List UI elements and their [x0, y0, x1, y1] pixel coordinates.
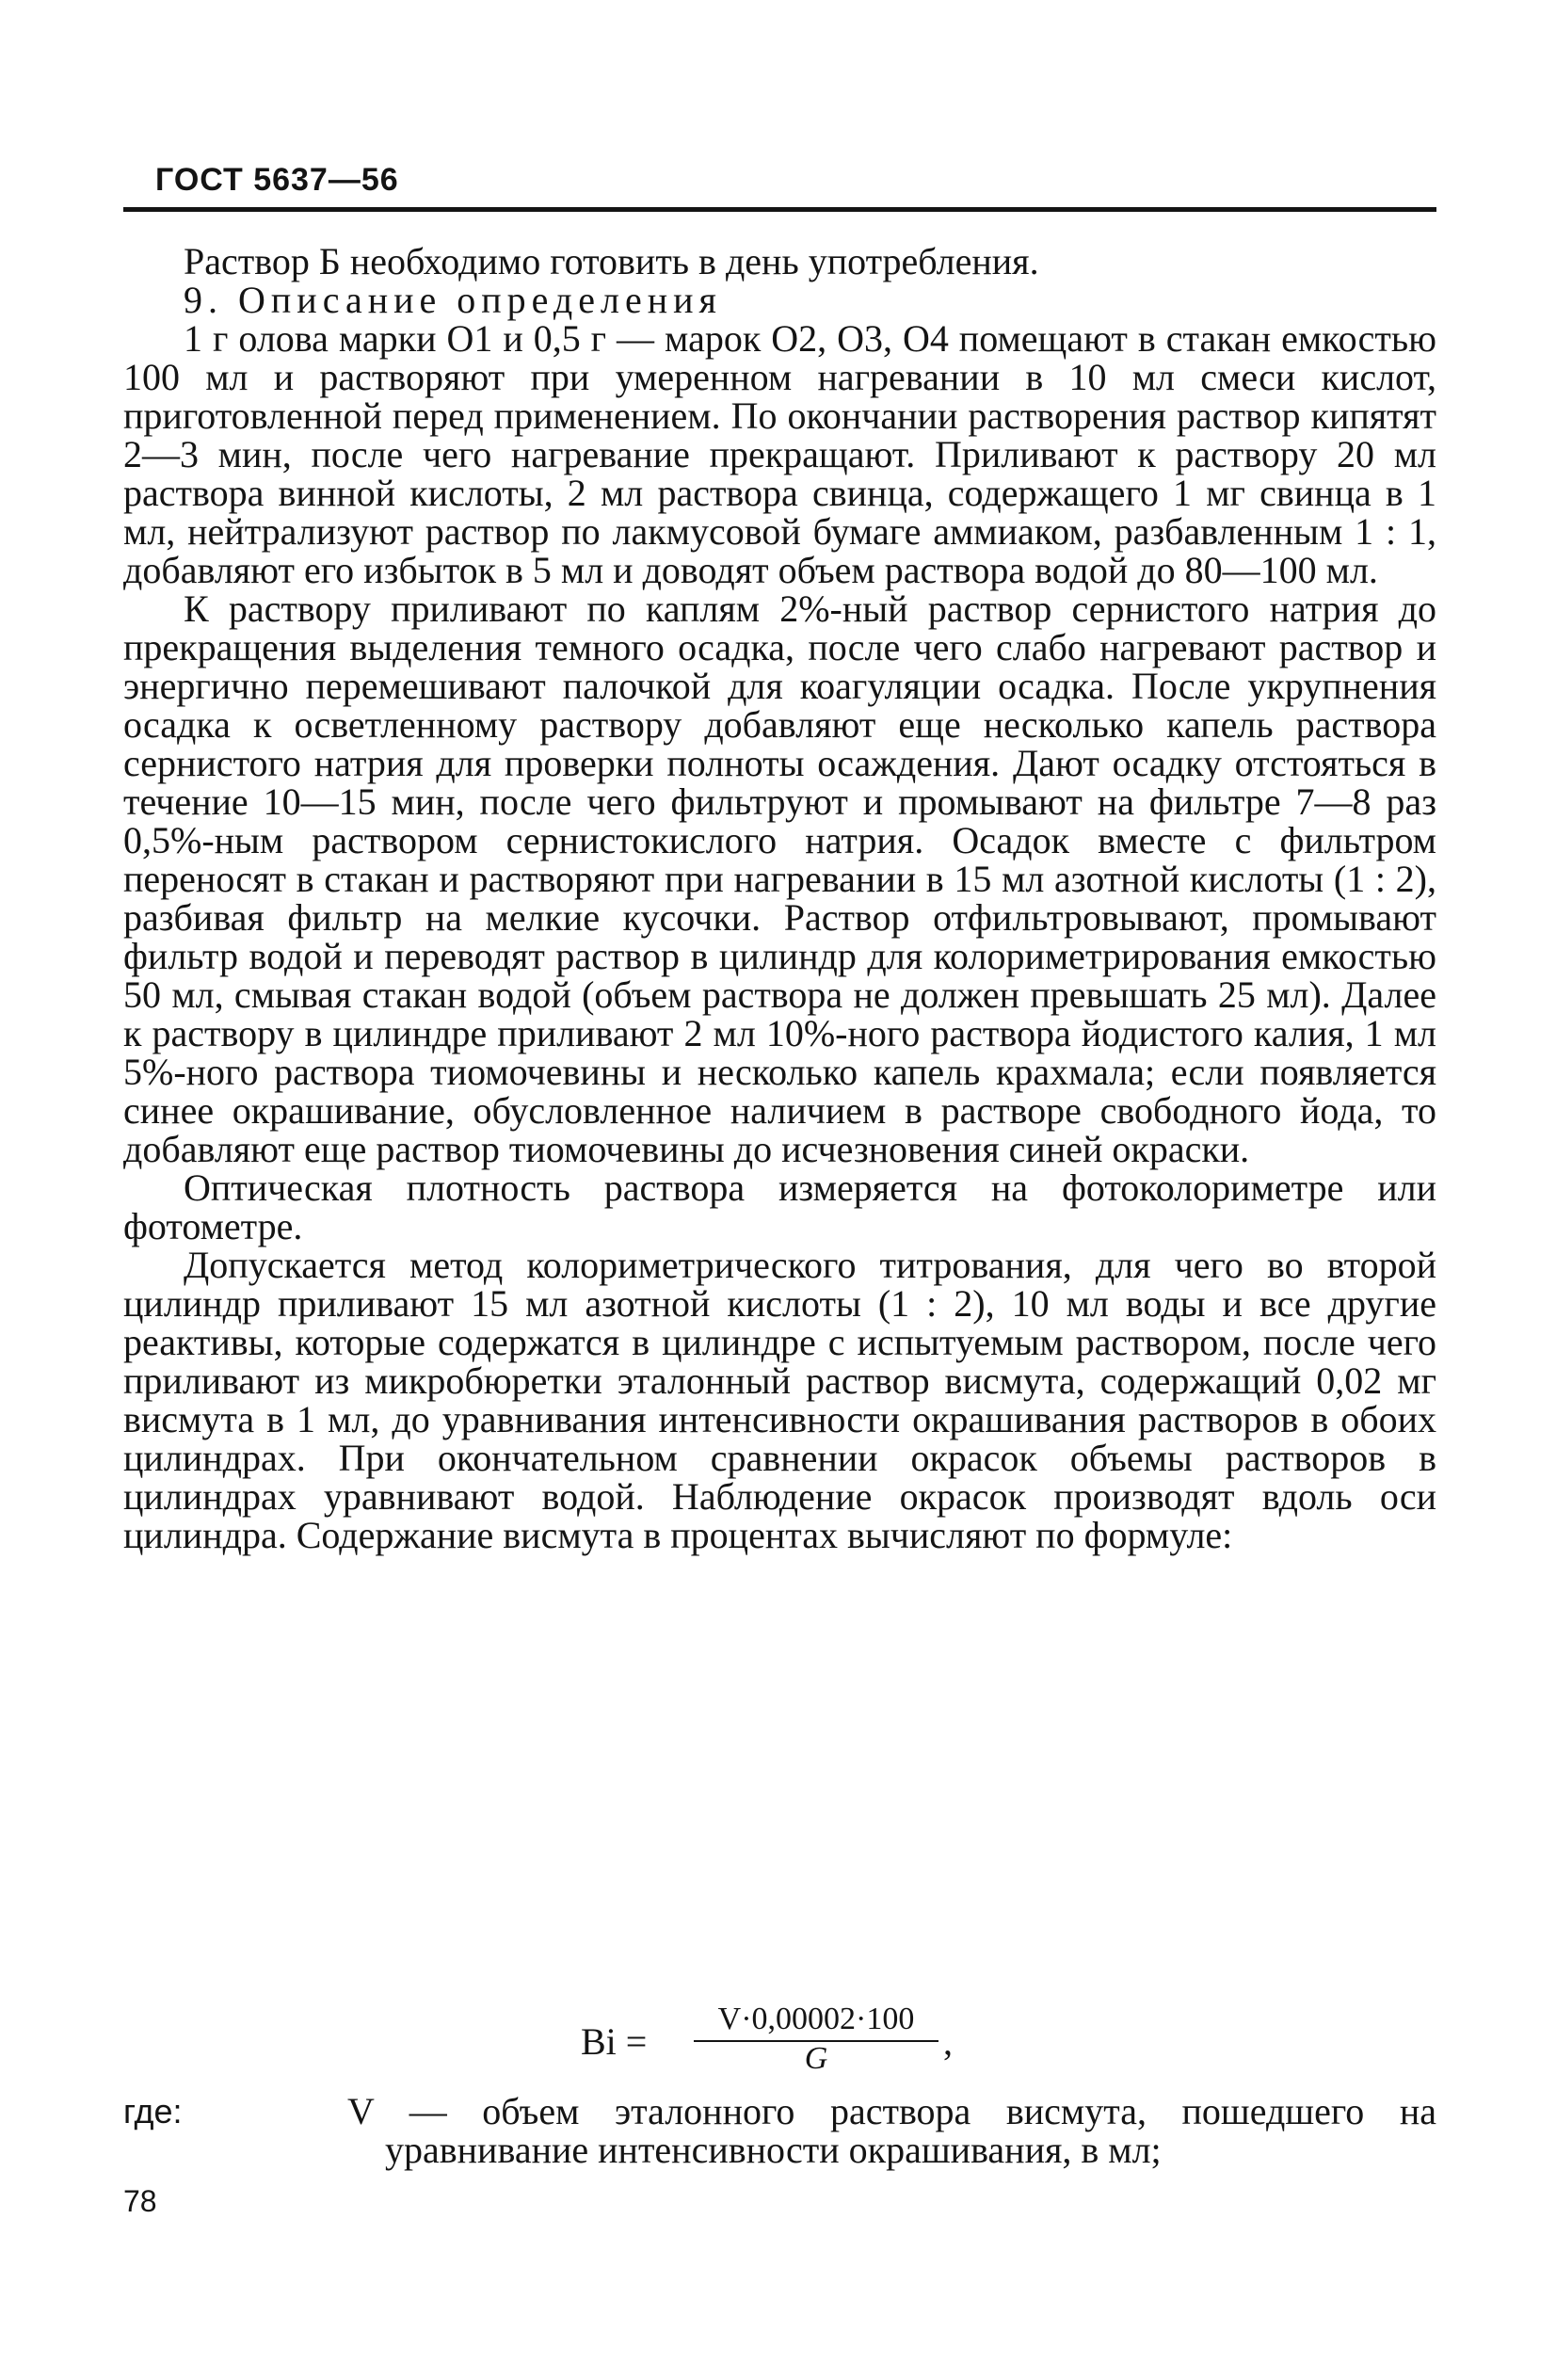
- where-definition: V — объем эталонного раствора висмута, пошедшего на уравнивание интенсивности окрашивания, в мл;: [347, 2090, 1436, 2171]
- paragraph-procedure: 1 г олова марки О1 и 0,5 г — марок О2, О3, О4 помещают в стакан емкостью 100 мл и растворяют при умеренном нагревании в 10 мл смеси кислот, приготовленной перед применением. По окончании растворения раствор кипятят 2—3 мин, после чего нагревание прекращают. Приливают к раствору 20 мл раствора винной кислоты, 2 мл раствора свинца, содержащего 1 мг свинца в 1 мл, нейтрализуют раствор по лакмусовой бумаге аммиаком, разбавленным 1 : 1, добавляют его избыток в 5 мл и доводят объем раствора водой до 80—100 мл.: [123, 317, 1436, 591]
- page-number: 78: [123, 2184, 157, 2218]
- paragraph-precipitation: К раствору приливают по каплям 2%-ный раствор сернистого натрия до прекращения выделения темного осадка, после чего слабо нагревают раствор и энергично перемешивают палочкой для коагуляции осадка. После укрупнения осадка к осветленному раствору добавляют еще несколько капель раствора сернистого натрия для проверки полноты осаждения. Дают осадку отстояться в течение 10—15 мин, после чего фильтруют и промывают на фильтре 7—8 раз 0,5%-ным раствором сернистокислого натрия. Осадок вместе с фильтром переносят в стакан и растворяют при нагревании в 15 мл азотной кислоты (1 : 2), разбивая фильтр на мелкие кусочки. Раствор отфильтровывают, промывают фильтр водой и переводят раствор в цилиндр для колориметрирования емкостью 50 мл, смывая стакан водой (объем раствора не должен превышать 25 мл). Далее к раствору в цилиндре приливают 2 мл 10%-ного раствора йодистого калия, 1 мл 5%-ного раствора тиомочевины и несколько капель крахмала; если появляется синее окрашивание, обусловленное наличием в растворе свободного йода, то добавляют еще раствор тиомочевины до исчезновения синей окраски.: [123, 587, 1436, 1170]
- standard-header: ГОСТ 5637—56: [155, 162, 399, 198]
- body-text: [123, 242, 1436, 1554]
- formula-lhs: Bi =: [581, 2020, 648, 2063]
- paragraph-optical-density: Оптическая плотность раствора измеряется на фотоколориметре или фотометре.: [123, 1166, 1436, 1247]
- formula-fraction: [694, 2001, 938, 2076]
- header-rule: [123, 207, 1436, 212]
- paragraph-titration: Допускается метод колориметрического титрования, для чего во второй цилиндр приливают 15 мл азотной кислоты (1 : 2), 10 мл воды и все другие реактивы, которые содержатся в цилиндре с испытуемым раствором, после чего приливают из микробюретки эталонный раствор висмута, содержащий 0,02 мг висмута в 1 мл, до уравнивания интенсивности окрашивания растворов в обоих цилиндрах. При окончательном сравнении окрасок объемы растворов в цилиндрах уравнивают водой. Наблюдение окрасок производят вдоль оси цилиндра. Содержание висмута в процентах вычисляют по формуле:: [123, 1244, 1436, 1556]
- formula-comma: ,: [943, 2020, 953, 2063]
- section-heading: 9. Описание определения: [184, 279, 722, 321]
- paragraph-solution-b: Раствор Б необходимо готовить в день употребления.: [184, 240, 1039, 282]
- formula-numerator: V·0,00002·100: [717, 2002, 915, 2036]
- formula-denominator: G: [804, 2041, 828, 2076]
- where-label: где:: [123, 2092, 183, 2131]
